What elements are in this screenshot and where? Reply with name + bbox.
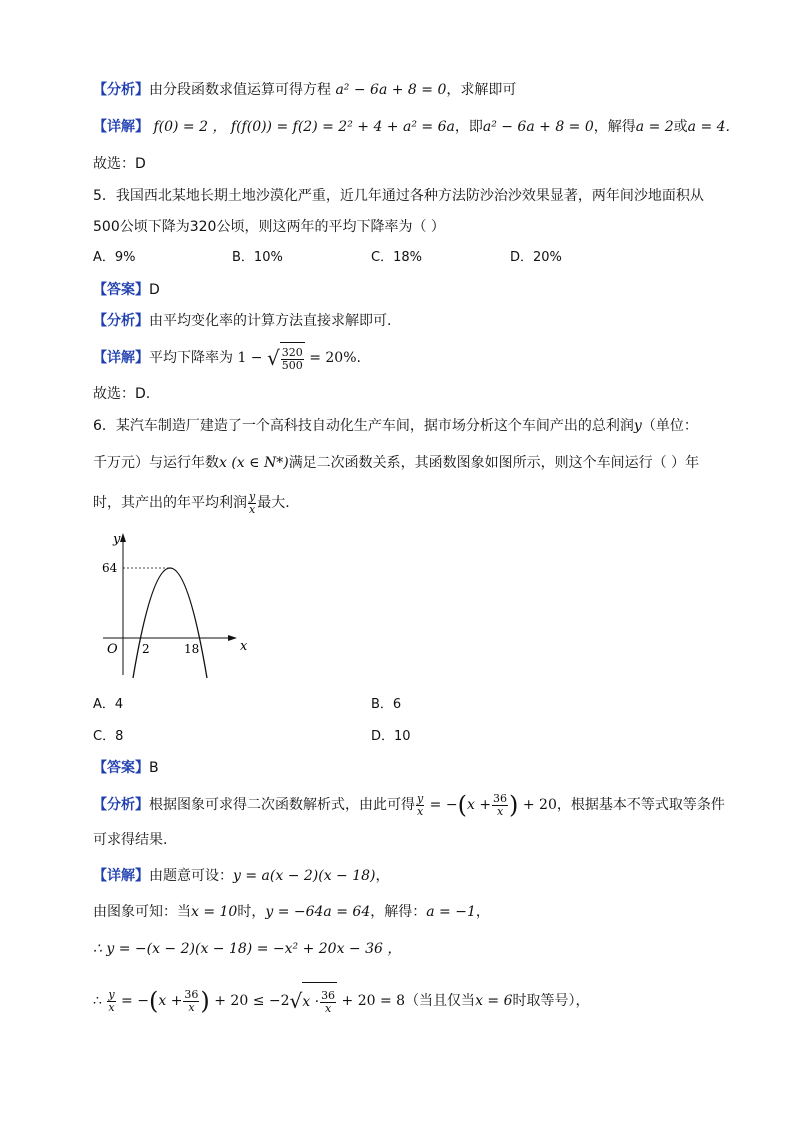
eq-end: + 20 [522,797,557,813]
frac-denominator: 500 [281,358,303,372]
detail-eq-3: a = −1 [426,904,476,920]
q6-stem-line-2 [93,453,699,473]
eq-x: x + [158,993,183,1009]
detail-text-b: 时， [237,904,266,920]
analysis-tag: 【分析】 [93,797,149,813]
detail-eq-2: y = −64a = 64 [265,904,371,920]
frac-denominator: x [188,1000,195,1014]
q6-detail-line-3: ∴ y = −(x − 2)(x − 18) = −x² + 20x − 36 ， [93,941,402,957]
q6-detail-line-2 [93,902,490,922]
detail-one: 1 − [237,350,263,366]
frac-numerator: y [249,489,256,503]
note-eq: x = 6 [475,993,513,1009]
detail-text: 由题意可设： [149,868,233,884]
analysis-text: 由平均变化率的计算方法直接求解即可. [149,313,392,329]
eq-2: + 20 ≤ −2 [214,993,290,1009]
detail-text-2: ，即 [454,119,483,135]
q5-option-c: C．18% [371,250,422,265]
eq-x: x + [466,797,492,813]
q6-option-c: C．8 [93,729,124,744]
stem-text: 6．某汽车制造厂建造了一个高科技自动化生产车间，据市场分析这个车间产出的总利润 [93,418,634,434]
detail-text-3: ，解得 [593,119,636,135]
parabola-curve [133,568,207,678]
stem-text-b: 满足二次函数关系，其函数图象如图所示，则这个车间运行（ ）年 [288,455,700,471]
q5-option-d: D．20% [510,250,562,265]
peak-label: 64 [102,561,118,575]
stem-text: 千万元）与运行年数 [93,455,219,471]
q5-option-a: A．9% [93,250,136,265]
answer-tag: 【答案】 [93,760,149,776]
y-axis-arrow [120,533,126,542]
answer-value: D [149,282,160,298]
frac-denominator: x [496,804,504,818]
frac-denominator: x [324,1001,332,1015]
analysis-text: 根据图象可求得二次函数解析式，由此可得 [149,797,415,813]
q4-analysis-line [93,80,516,100]
frac-numerator: 36 [493,791,508,805]
eq-1: = − [121,993,149,1009]
stem-text-end: （单位： [641,418,698,434]
q6-analysis-line: 【分析】根据图象可求得二次函数解析式，由此可得 $\frac{y}{x}$ = −(x + $\frac{36}{x}$ ) + 20，根据基本不等式取等条件 [93,791,725,819]
analysis-tag: 【分析】 [93,82,149,98]
detail-equation: y = a(x − 2)(x − 18) [233,868,376,884]
detail-solution-2: a = 4. [687,119,730,135]
q4-choice: 故选：D [93,156,146,172]
analysis-tag: 【分析】 [93,313,149,329]
detail-eq-1: x = 10 [191,904,238,920]
q6-detail-line-1 [93,866,390,886]
parabola-graph [100,530,250,680]
q5-stem-line-1: 5．我国西北某地长期土地沙漠化严重，近几年通过各种方法防沙治沙效果显著，两年间沙地面积从 [93,188,704,204]
detail-result: = 20% [309,350,357,366]
q5-detail-line: 【详解】平均下降率为 1 − √ $\frac{320}{500}$ = 20%. [93,342,361,374]
q6-answer-line [93,758,159,778]
detail-or: 或 [673,119,688,135]
detail-equation-2: a² − 6a + 8 = 0 [482,119,594,135]
answer-tag: 【答案】 [93,282,149,298]
analysis-end: ，求解即可 [446,82,517,98]
eq-mid: = − [429,797,458,813]
q6-analysis-line-2: 可求得结果. [93,832,168,848]
frac-denominator: x [108,1000,115,1014]
answer-value: B [149,760,159,776]
detail-text-c: ，解得： [370,904,427,920]
x-axis-arrow [228,635,237,641]
detail-tag: 【详解】 [93,119,149,135]
frac-numerator: 36 [184,987,199,1001]
stem-var-y: y [633,418,642,434]
frac-numerator: 320 [281,345,303,359]
q6-stem-line-1 [93,416,698,436]
detail-solution-1: a = 2 [635,119,674,135]
sqrt-expression: √x · $\frac{36}{x}$ [290,982,338,1020]
analysis-text: 由分段函数求值运算可得方程 [149,82,331,98]
frac-denominator: x [249,502,256,516]
frac-numerator: 36 [321,988,336,1002]
frac-numerator: y [417,791,424,805]
note-end: 时取等号）， [512,993,590,1009]
q4-detail-line [93,117,730,137]
rad-a: x · [302,994,320,1010]
detail-text: 由图象可知：当 [93,904,191,920]
analysis-equation: a² − 6a + 8 = 0 [335,82,447,98]
detail-end: ， [375,868,390,884]
detail-text: 平均下降率为 [149,350,233,366]
q6-option-d: D．10 [371,729,411,744]
detail-equation-1: f(0) = 2 ， f(f(0)) = f(2) = 2² + 4 + a² = 6a [153,119,455,135]
q5-analysis-line [93,311,391,331]
detail-tag: 【详解】 [93,350,149,366]
q6-stem-line-3 [93,488,290,518]
q5-option-b: B．10% [232,250,283,265]
therefore-symbol: ∴ [93,993,102,1009]
sqrt-expression: √ $\frac{320}{500}$ [267,342,305,374]
q6-option-b: B．6 [371,697,402,712]
note-open: （当且仅当 [405,993,476,1009]
eq-3: + 20 = 8 [341,993,406,1009]
y-axis-label: y [113,532,121,547]
x-axis-label: x [240,639,248,654]
root-label-2: 18 [184,642,200,656]
q6-detail-line-4: ∴ $\frac{y}{x}$ = −(x + $\frac{36}{x}$ ) + 20 ≤ −2√x · $\frac{36}{x}$ + 20 = 8（当且仅当x = 6时取等号）， [93,982,590,1020]
stem-text-b: 最大. [257,495,290,511]
q5-stem-line-2: 500公顷下降为320公顷，则这两年的平均下降率为（ ） [93,219,445,235]
origin-label: O [107,642,118,657]
frac-numerator: y [108,987,115,1001]
detail-tag: 【详解】 [93,868,149,884]
q6-option-a: A．4 [93,697,124,712]
q5-answer-line [93,280,160,300]
stem-var-x: x (x ∈ N*) [219,455,289,471]
frac-denominator: x [417,804,424,818]
detail-text-d: ， [475,904,490,920]
analysis-text-2: ，根据基本不等式取等条件 [556,797,725,813]
q5-choice: 故选：D. [93,386,151,402]
stem-text: 时，其产出的年平均利润 [93,495,247,511]
root-label-1: 2 [142,642,150,656]
